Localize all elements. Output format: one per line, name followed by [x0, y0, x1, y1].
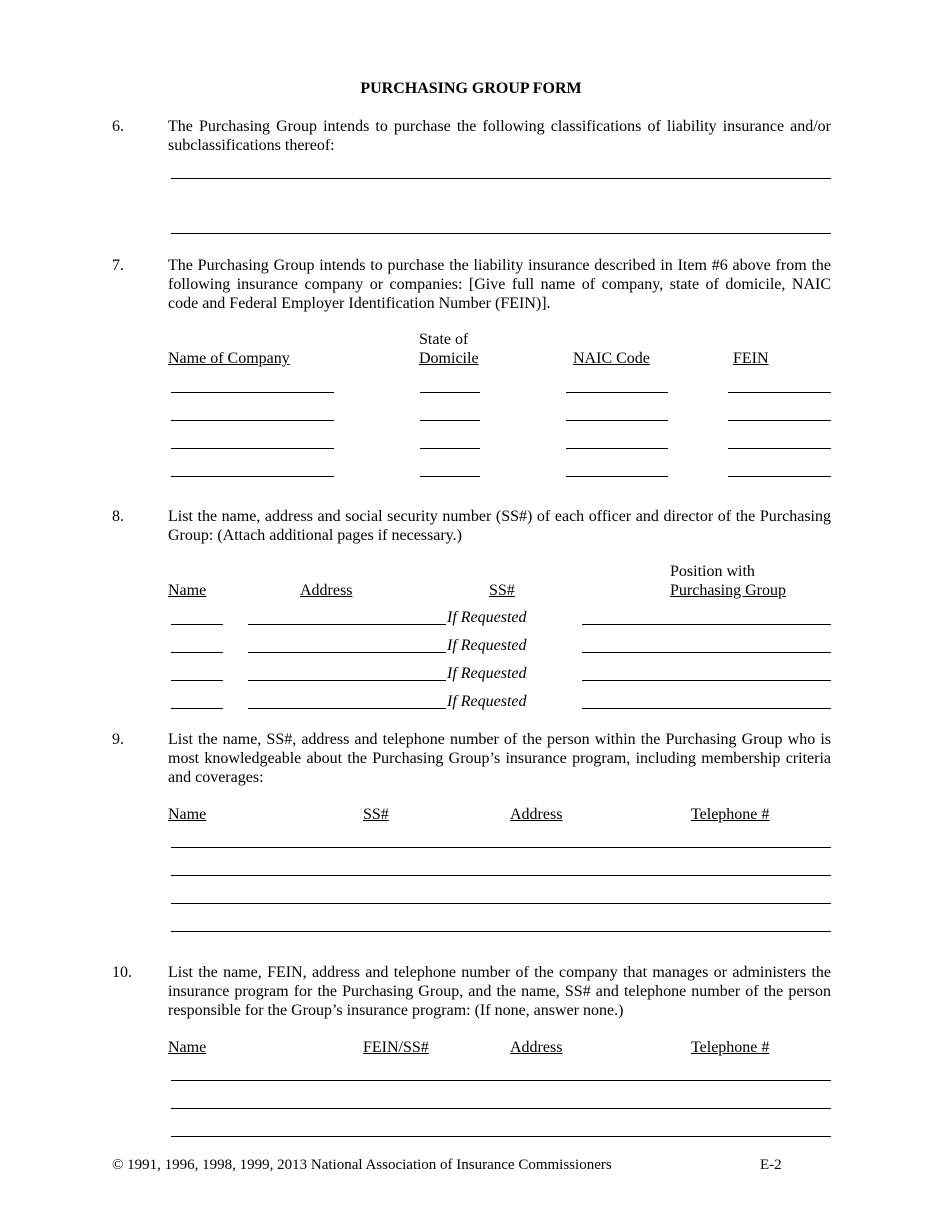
- header-name: Name: [168, 1039, 207, 1056]
- naic-line[interactable]: [566, 448, 668, 449]
- officer-name-line[interactable]: [171, 652, 223, 653]
- header-name: Name: [168, 806, 207, 823]
- header-address: Address: [510, 1039, 563, 1056]
- fein-line[interactable]: [728, 448, 831, 449]
- company-name-line[interactable]: [171, 392, 334, 393]
- contact-answer-line[interactable]: [171, 875, 831, 876]
- item-7-text: The Purchasing Group intends to purchase the liability insurance described in Item #6 above from the following insurance company or companies: [Give full name of company, state of domicile, NAIC code and Federal Employer Identification Number (FEIN)].: [168, 257, 831, 312]
- contact-answer-line[interactable]: [171, 931, 831, 932]
- header-naic-code: NAIC Code: [573, 350, 650, 367]
- header-purchasing-group: Purchasing Group: [670, 582, 786, 599]
- contact-answer-line[interactable]: [171, 903, 831, 904]
- header-telephone: Telephone #: [691, 806, 770, 823]
- header-name: Name: [168, 582, 207, 599]
- officer-address-line[interactable]: [248, 652, 446, 653]
- officer-position-line[interactable]: [582, 680, 831, 681]
- header-position-with: Position with: [670, 563, 755, 580]
- naic-line[interactable]: [566, 392, 668, 393]
- company-name-line[interactable]: [171, 420, 334, 421]
- item-6-answer-line[interactable]: [171, 233, 831, 234]
- company-name-line[interactable]: [171, 476, 334, 477]
- item-9-text: List the name, SS#, address and telephone number of the person within the Purchasing Group who is most knowledgeable about the Purchasing Group’s insurance program, including membership criteria and coverages:: [168, 731, 831, 786]
- header-ss: SS#: [363, 806, 389, 823]
- item-9-number: 9.: [112, 731, 124, 748]
- fein-line[interactable]: [728, 392, 831, 393]
- header-state-of: State of: [419, 331, 469, 348]
- fein-line[interactable]: [728, 420, 831, 421]
- header-fein-ss: FEIN/SS#: [363, 1039, 429, 1056]
- item-10-text: List the name, FEIN, address and telephone number of the company that manages or administers the insurance program for the Purchasing Group, and the name, SS# and telephone number of the person responsible for the Group’s insurance program: (If none, answer none.): [168, 964, 831, 1019]
- officer-address-line[interactable]: [248, 624, 446, 625]
- item-6-number: 6.: [112, 118, 124, 135]
- ss-if-requested: If Requested: [447, 637, 527, 654]
- header-telephone: Telephone #: [691, 1039, 770, 1056]
- administrator-answer-line[interactable]: [171, 1136, 831, 1137]
- form-title: PURCHASING GROUP FORM: [360, 80, 582, 97]
- footer-page-number: E-2: [760, 1157, 782, 1173]
- item-6-text: The Purchasing Group intends to purchase the following classifications of liability insurance and/or subclassifications thereof:: [168, 118, 831, 154]
- administrator-answer-line[interactable]: [171, 1080, 831, 1081]
- header-domicile: Domicile: [419, 350, 479, 367]
- item-7-number: 7.: [112, 257, 124, 274]
- header-name-of-company: Name of Company: [168, 350, 290, 367]
- officer-position-line[interactable]: [582, 652, 831, 653]
- item-8-text: List the name, address and social security number (SS#) of each officer and director of the Purchasing Group: (Attach additional pages if necessary.): [168, 508, 831, 544]
- domicile-line[interactable]: [420, 392, 480, 393]
- officer-position-line[interactable]: [582, 708, 831, 709]
- header-address: Address: [510, 806, 563, 823]
- header-address: Address: [300, 582, 353, 599]
- officer-address-line[interactable]: [248, 708, 446, 709]
- ss-if-requested: If Requested: [447, 665, 527, 682]
- domicile-line[interactable]: [420, 448, 480, 449]
- contact-answer-line[interactable]: [171, 847, 831, 848]
- officer-address-line[interactable]: [248, 680, 446, 681]
- header-ss: SS#: [489, 582, 515, 599]
- domicile-line[interactable]: [420, 420, 480, 421]
- officer-position-line[interactable]: [582, 624, 831, 625]
- naic-line[interactable]: [566, 420, 668, 421]
- fein-line[interactable]: [728, 476, 831, 477]
- officer-name-line[interactable]: [171, 624, 223, 625]
- footer-copyright: © 1991, 1996, 1998, 1999, 2013 National Association of Insurance Commissioners: [112, 1157, 612, 1173]
- ss-if-requested: If Requested: [447, 609, 527, 626]
- domicile-line[interactable]: [420, 476, 480, 477]
- ss-if-requested: If Requested: [447, 693, 527, 710]
- naic-line[interactable]: [566, 476, 668, 477]
- item-10-number: 10.: [112, 964, 132, 981]
- header-fein: FEIN: [733, 350, 769, 367]
- officer-name-line[interactable]: [171, 708, 223, 709]
- officer-name-line[interactable]: [171, 680, 223, 681]
- item-8-number: 8.: [112, 508, 124, 525]
- company-name-line[interactable]: [171, 448, 334, 449]
- item-6-answer-line[interactable]: [171, 178, 831, 179]
- administrator-answer-line[interactable]: [171, 1108, 831, 1109]
